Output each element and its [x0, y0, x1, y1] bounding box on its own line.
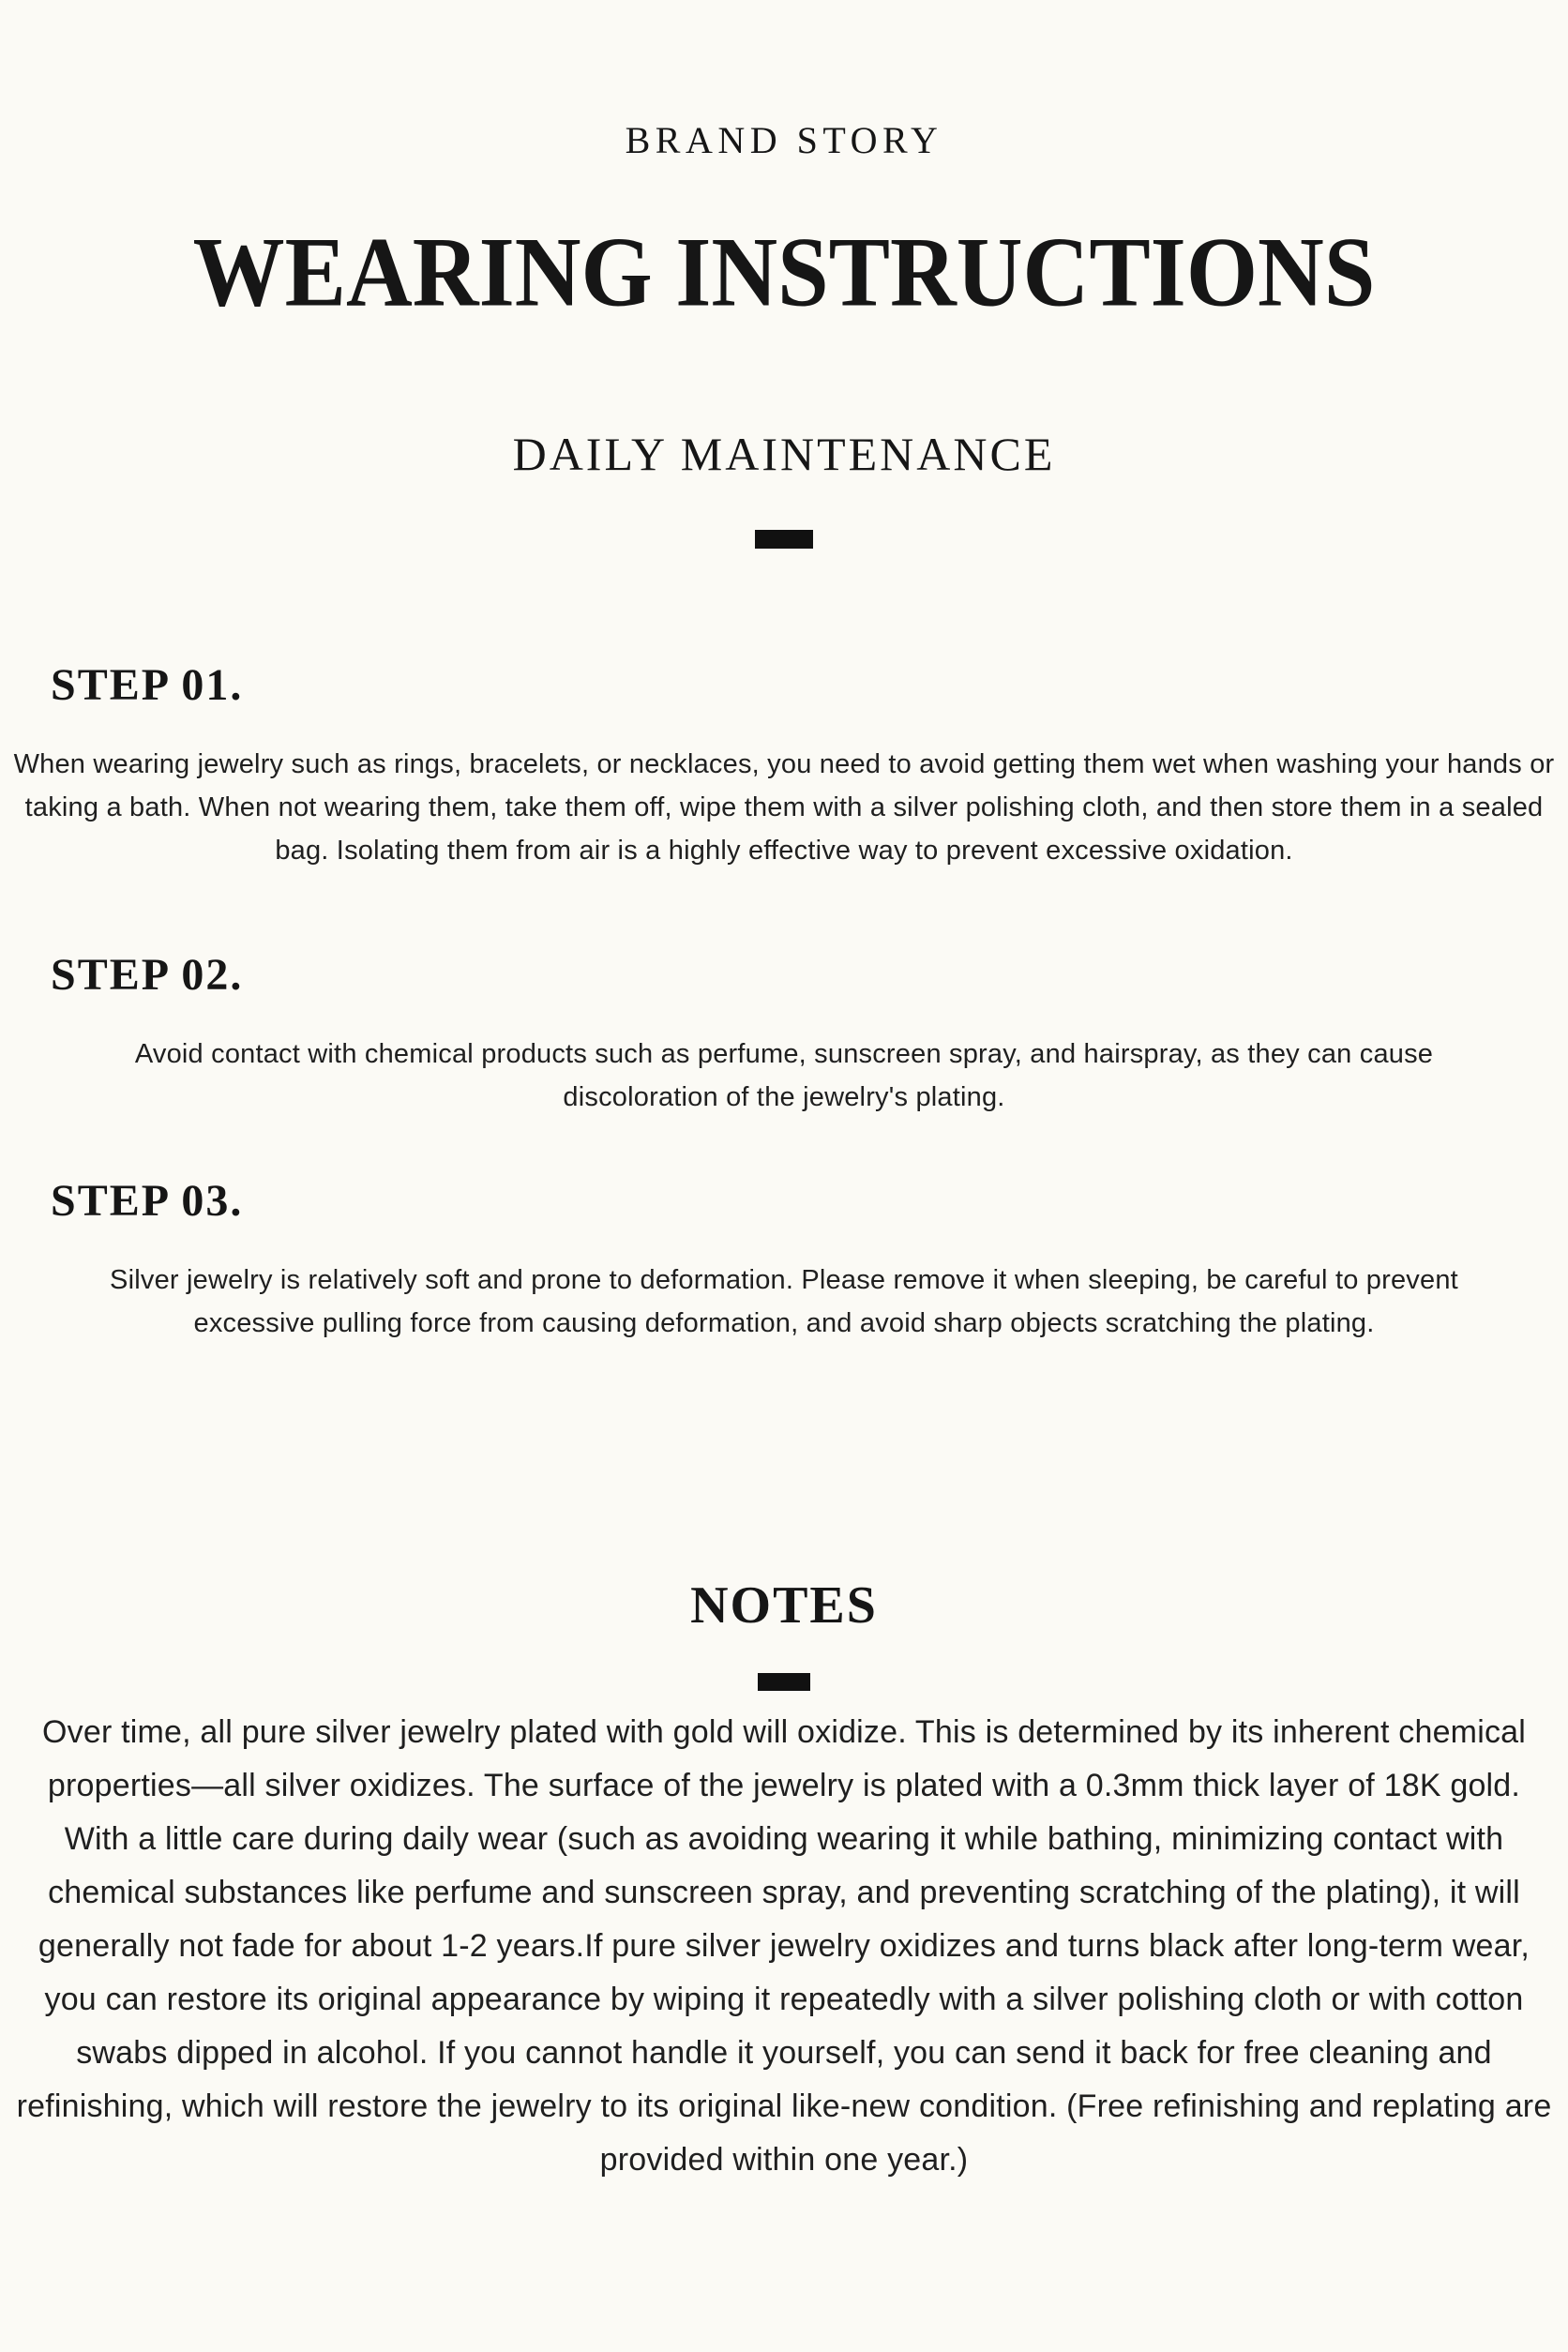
brand-story-eyebrow: BRAND STORY: [625, 119, 943, 161]
step-3-label: STEP 03.: [51, 1176, 244, 1226]
page-title: WEARING INSTRUCTIONS: [192, 218, 1376, 328]
daily-maintenance-heading: DAILY MAINTENANCE: [512, 428, 1056, 480]
step-block-3: [0, 1175, 1568, 1345]
steps-section: [0, 659, 1568, 1345]
step-1-label: STEP 01.: [51, 660, 244, 710]
step-block-1: [0, 659, 1568, 872]
notes-text: Over time, all pure silver jewelry plated with gold will oxidize. This is determined by its inherent chemical properties—all silver oxidizes. The surface of the jewelry is plated with a 0.3mm thick layer of 18K gold. With a little care during daily wear (such as avoiding wearing it while bathing, minimizing contact with chemical substances like perfume and sunscreen spray, and preventing scratching of the plating), it will generally not fade for about 1-2 years.If pure silver jewelry oxidizes and turns black after long-term wear, you can restore its original appearance by wiping it repeatedly with a silver polishing cloth or with cotton swabs dipped in alcohol. If you cannot handle it yourself, you can send it back for free cleaning and refinishing, which will restore the jewelry to its original like-new condition. (Free refinishing and replating are provided within one year.): [16, 1714, 1552, 2178]
step-2-text: Avoid contact with chemical products such as perfume, sunscreen spray, and hairspray, as they can cause discoloration of the jewelry's plating.: [134, 1039, 1434, 1112]
notes-heading: NOTES: [690, 1576, 878, 1635]
step-3-text: Silver jewelry is relatively soft and prone to deformation. Please remove it when sleeping, be careful to prevent excessive pulling force from causing deformation, and avoid sharp objects scratching the plating.: [110, 1265, 1458, 1338]
step-2-label: STEP 02.: [51, 950, 244, 1000]
notes-divider-bar: [758, 1673, 810, 1691]
maintenance-divider-bar: [755, 530, 813, 549]
notes-section: [0, 1576, 1568, 2187]
step-1-text: When wearing jewelry such as rings, bracelets, or necklaces, you need to avoid getting them wet when washing your hands or taking a bath. When not wearing them, take them off, wipe them with a silver polishing cloth, and then store them in a sealed bag. Isolating them from air is a highly effective way to prevent excessive oxidation.: [13, 749, 1555, 866]
step-block-2: [0, 949, 1568, 1119]
